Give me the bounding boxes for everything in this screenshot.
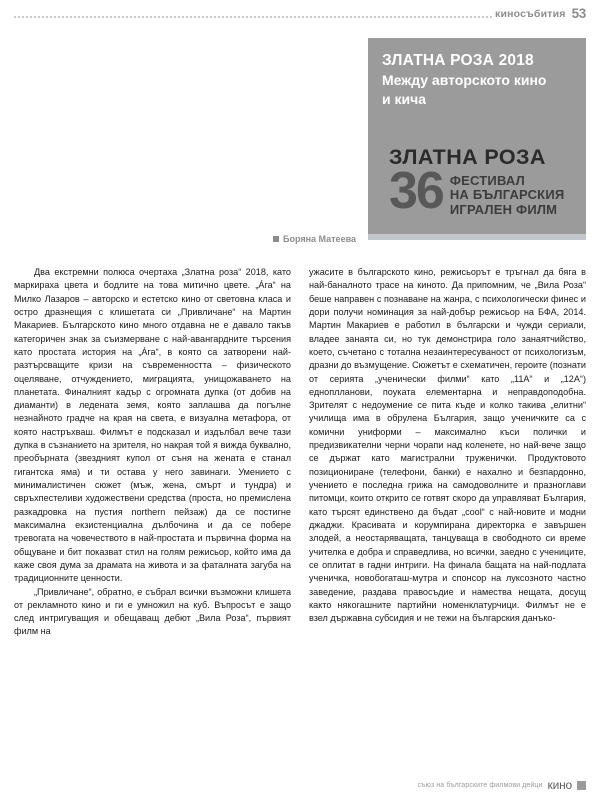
article-column-left [14, 266, 291, 778]
article-body [14, 266, 586, 778]
headline-group [382, 52, 578, 108]
article-column-right [309, 266, 586, 778]
byline-author: Боряна Матеева [283, 234, 356, 244]
headline-subtitle-line-2: и кича [382, 90, 427, 107]
festival-logo-line-2: НА БЪЛГАРСКИЯ [449, 187, 565, 203]
headline-title: ЗЛАТНА РОЗА 2018 [382, 52, 534, 69]
dotted-rule-icon [14, 15, 492, 18]
square-logo-icon [577, 781, 586, 790]
festival-logo-body [389, 161, 579, 220]
page-header [0, 0, 600, 26]
paragraph: Два екстремни полюса очертаха „Златна роза“ 2018, като маркираха цвета и бодлите на това митично цвете. „Áга“ на Милко Лазаров – авторско и естетско кино от световна класа и остро дразнещия с клишетата си „Привличане“ на Мартин Макариев. Българското кино много отдавна не е давало такъв категоричен знак за съизмерване с най-авангардните търсения като простата история на „Áга“, в която са затворени най-разтърсващите кризи на съвременността – физическото оцеляване, отчуждението, миграцията, унищожаването на планетата. Финалният кадър с огромната дупка (от добив на диаманти) в ледената земя, която заплашва да погълне незнайното градче на края на света, е визуална метафора, от която настръхваш. Филмът е подсказал и издълбал вече тази дупка в съзнанието на зрителя, но накрая той я вижда буквално, преобърната (звездният купол от съня на жената е станал гигантска яма) и ти остава у него завинаги. Умението с минималистичен сюжет (мъж, жена, смърт и тундра) и свръхпестеливи художествени средства (проста, но премислена разкадровка на пустия northern пейзаж) да се постигне максимална екзистенциална дълбочина и да се побере тревогата на човечеството в най-простата и първична форма на общуване и бит показват стил на голям режисьор, който има да каже своя дума за драмата на живота и за фаталната загуба на традиционните ценности. [14, 267, 291, 584]
header-section-label: киносъбития [495, 8, 566, 20]
page-footer [0, 778, 586, 792]
festival-logo-line-3: ИГРАЛЕН ФИЛМ [449, 201, 558, 217]
festival-logo-line-1: ФЕСТИВАЛ [449, 172, 525, 188]
footer-brand-label: кино [547, 778, 572, 792]
byline [232, 234, 356, 244]
footer-organisation-label: съюз на българските филмови дейци [417, 781, 543, 789]
square-bullet-icon [273, 236, 279, 242]
headline-subtitle-line-1: Между авторското кино [382, 71, 547, 88]
festival-logo-lines [450, 170, 565, 218]
festival-logo-title: ЗЛАТНА РОЗА [389, 145, 546, 169]
festival-logo [389, 145, 579, 220]
title-block-footer-strip [368, 234, 586, 240]
page-number: 53 [571, 5, 586, 21]
paragraph: „Привличане“, обратно, е събрал всички възможни клишета от рекламното кино и ги е умножил на куб. Въпросът е защо след интригуващия и обещаващ дебют „Вила Роза“, първият филм на [14, 586, 291, 637]
paragraph: ужасите в българското кино, режисьорът е тръгнал да бяга в най-баналното трасе на киното. Да припомним, че „Вила Роза“ беше направен с познаване на жанра, с психологически финес и дори получи номинация за най-добър режисьор на БФА, 2014. Мартин Макариев е работил в български и чужди сериали, владее занаята си, но тук демонстрира голо занаятчийство, което, съчетано с тотална незаинтересуваност от психологизъм, дразни до възмущение. Сюжетът е схематичен, героите (познати от серията „ученически филми“ като „11А“ и „12А“) едноплланови, поуката елементарна и неправдоподобна. Зрителят с недоумение се пита къде и колко такива „елитни“ училища има в обрулена България, защо ученичките са с комични униформи – максимално къси полички и предизвикателни черни чорапи над коленете, но най-вече защо се държат като магистрални труженички. Продуктовото позициониране (телефони, банки) е нахално и безпардонно, учението е последна грижа на самодоволните и празноглави питомци, които открито се готвят скоро да управляват България, като търсят единствено да бъдат „cool“ с най-новите и модни джаджи. Красивата и корумпирана директорка е завършен злодей, а неостаряващата, танцуваща в свободното си време учителка е добра и справедлива, но всички, заедно с учениците, се оплитат в гадни интриги. На финала бащата на най-подлата ученичка, новобогаташ-мутра и спонсор на луксозното частно заведение, раздава правосъдие и намества нещата, досущ както някогашните партийни номенклатурчици. Филмът не е взел държавна субсидия и не тежи на българския данъко- [309, 267, 586, 624]
title-block [368, 38, 586, 234]
festival-edition-number: 36 [389, 161, 443, 220]
